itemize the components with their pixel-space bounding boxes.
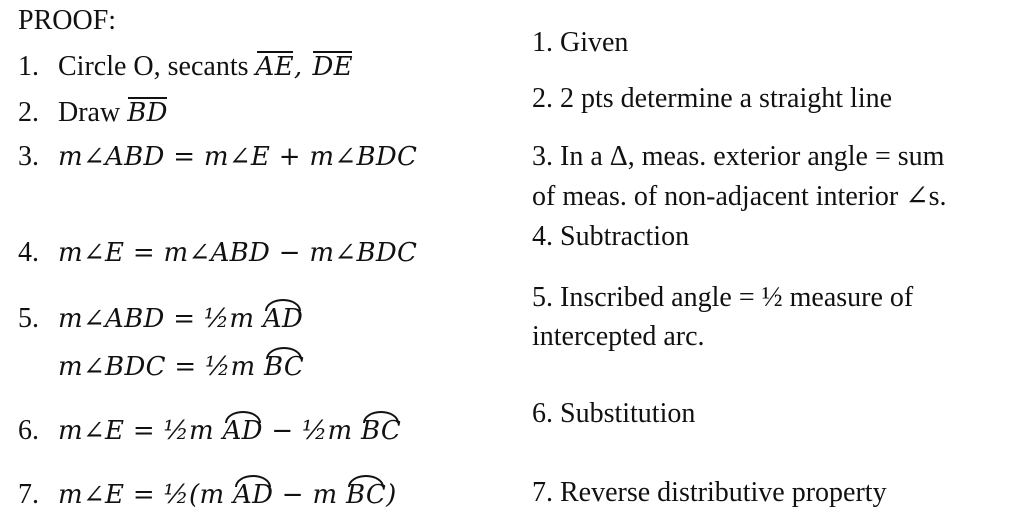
statement-text: Circle O, secants (58, 51, 256, 82)
statement-3 (18, 140, 417, 174)
reason-5-line2: intercepted arc. (532, 321, 705, 352)
statement-7 (18, 478, 397, 512)
arc-ad: AD (222, 416, 263, 446)
statement-5b (58, 350, 304, 384)
reason-6: 6. Substitution (532, 398, 696, 429)
statement-2 (18, 96, 168, 130)
statement-number: 3. (18, 141, 39, 172)
reason-3-line2: of meas. of non-adjacent interior ∠s. (532, 181, 947, 212)
statement-text: Draw (58, 97, 128, 128)
reason-3-line1: 3. In a Δ, meas. exterior angle = sum (532, 141, 945, 172)
statement-expression: m∠BDC = ½m (58, 352, 265, 382)
reason-5-line1: 5. Inscribed angle = ½ measure of (532, 282, 914, 313)
arc-ad: AD (233, 480, 274, 510)
statement-6 (18, 414, 401, 448)
statement-number: 2. (18, 97, 39, 128)
arc-ad: AD (262, 304, 304, 334)
reason-7: 7. Reverse distributive property (532, 477, 887, 508)
statement-number: 7. (18, 479, 39, 510)
comma: , (293, 52, 303, 82)
proof-heading: PROOF: (18, 5, 117, 36)
statement-expression: m∠E = ½m (58, 416, 223, 446)
statement-expression: ) (386, 480, 397, 510)
statement-number: 1. (18, 51, 39, 82)
statement-number: 4. (18, 237, 39, 268)
segment-ae: AE (255, 52, 294, 82)
statement-number: 5. (18, 303, 39, 334)
statement-expression: m∠E = ½(m (58, 480, 233, 510)
arc-bc: BC (264, 352, 305, 382)
statement-expression: m∠ABD = m∠E + m∠BDC (58, 142, 418, 172)
reason-2: 2. 2 pts determine a straight line (532, 83, 893, 114)
segment-bd: BD (127, 98, 168, 128)
statement-number: 6. (18, 415, 39, 446)
statement-expression: − m (273, 480, 346, 510)
segment-de: DE (312, 52, 353, 82)
arc-bc: BC (345, 480, 387, 510)
statement-expression: m∠E = m∠ABD − m∠BDC (58, 238, 418, 268)
statement-4 (18, 236, 417, 270)
arc-bc: BC (361, 416, 402, 446)
statement-5a (18, 302, 303, 336)
statement-expression: − ½m (262, 416, 362, 446)
reason-1: 1. Given (532, 27, 629, 58)
reason-4: 4. Subtraction (532, 221, 690, 252)
statement-1 (18, 50, 353, 84)
statement-expression: m∠ABD = ½m (58, 304, 263, 334)
